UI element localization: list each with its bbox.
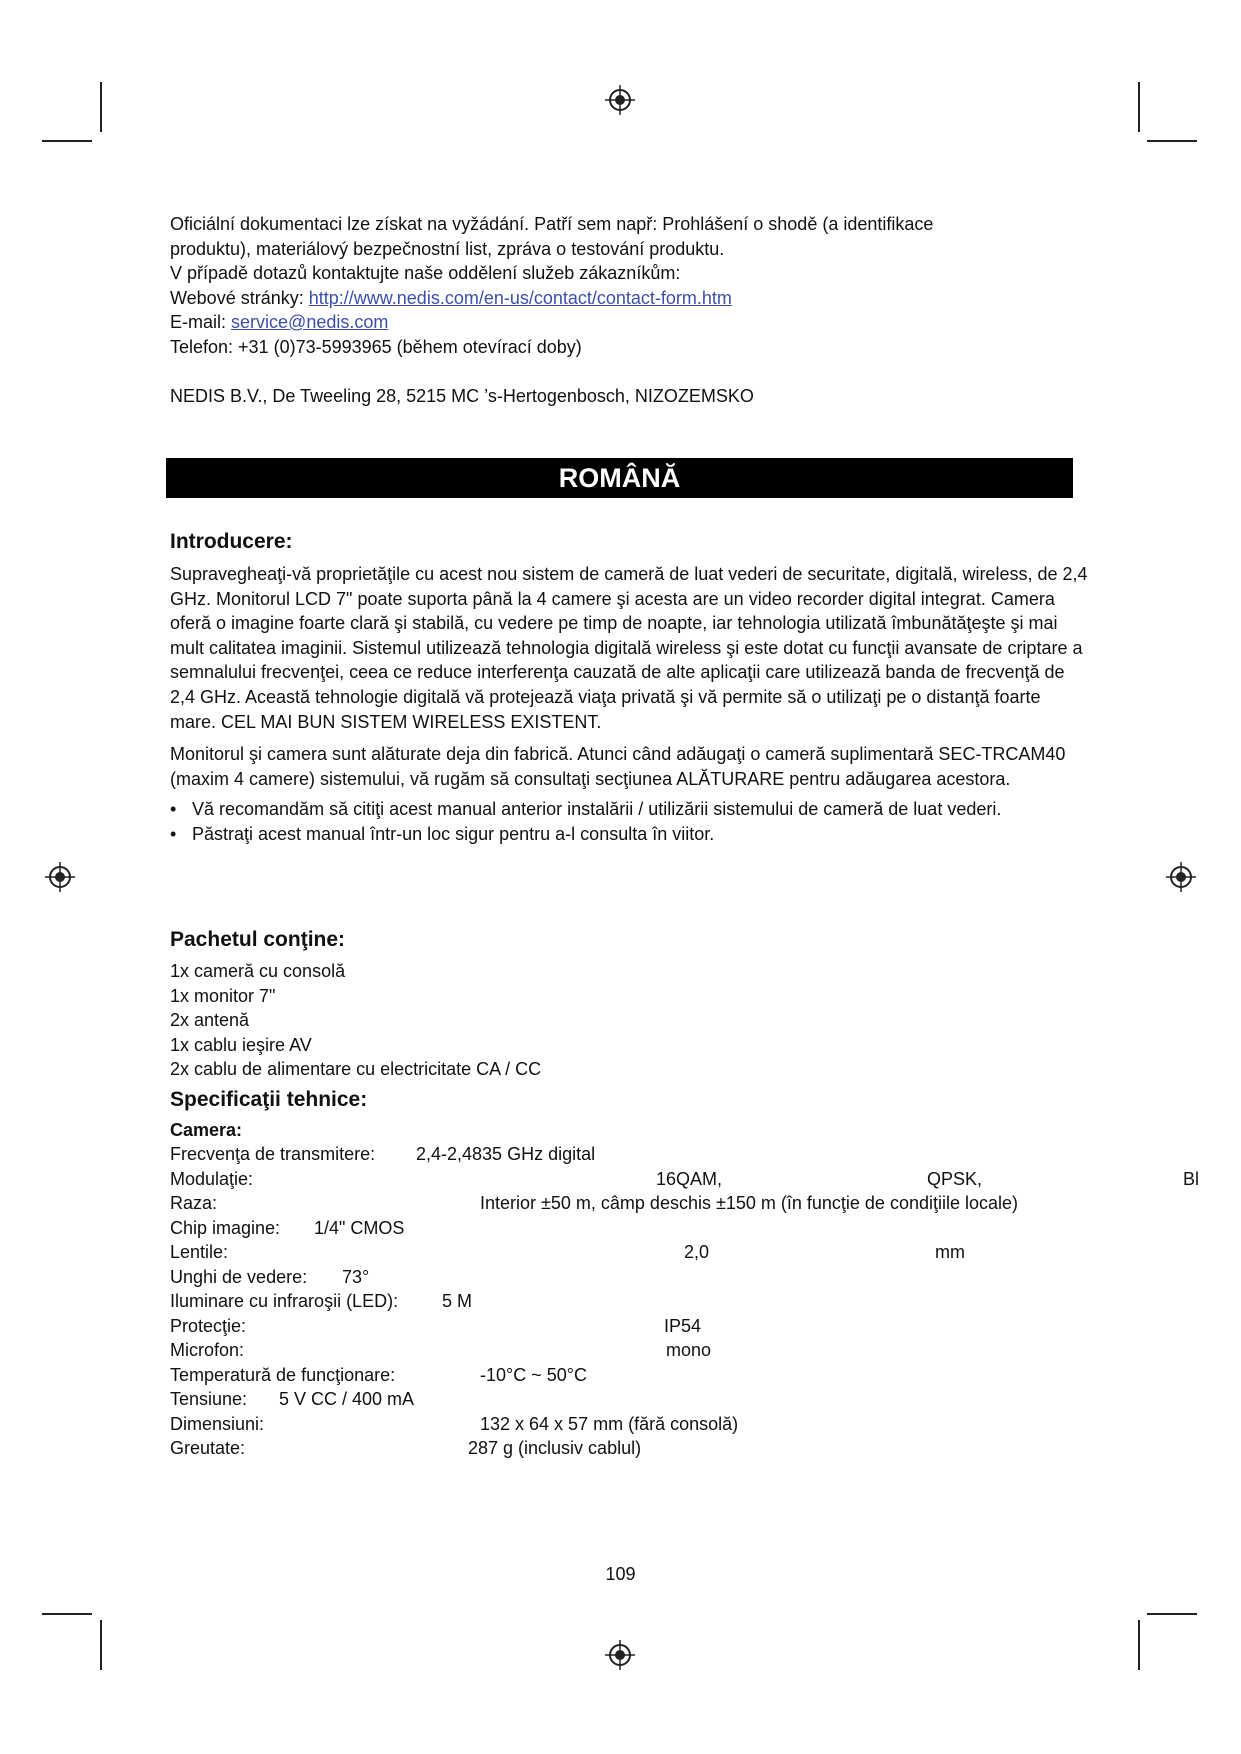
crop-mark (1138, 1620, 1140, 1670)
email-link[interactable]: service@nedis.com (231, 312, 389, 332)
crop-mark (42, 140, 92, 142)
specs-heading: Specificaţii tehnice: (170, 1088, 368, 1111)
spec-label: Dimensiuni: (170, 1414, 265, 1434)
crop-mark (1147, 1613, 1197, 1615)
spec-value: mm (935, 1242, 965, 1262)
spec-value: 73° (342, 1267, 370, 1287)
language-banner: ROMÂNĂ (166, 458, 1073, 498)
phone-line: Telefon: +31 (0)73-5993965 (během otevírací doby) (170, 337, 582, 357)
registration-mark-icon (1166, 862, 1196, 892)
list-item (170, 797, 1090, 822)
registration-mark-icon (605, 1640, 635, 1670)
specs-subheading: Camera: (170, 1120, 243, 1140)
list-item (170, 822, 1090, 847)
spec-value: IP54 (664, 1316, 702, 1336)
intro-section (170, 562, 1090, 847)
intro-heading: Introducere: (170, 530, 293, 553)
spec-label: Modulaţie: (170, 1169, 254, 1189)
contact-line: Oficiální dokumentaci lze získat na vyžádání. Patří sem např: Prohlášení o shodě (a identifikace (170, 214, 934, 234)
spec-label: Chip imagine: (170, 1218, 281, 1238)
spec-label: Greutate: (170, 1438, 246, 1458)
package-item: 2x antenă (170, 1010, 250, 1030)
package-item: 2x cablu de alimentare cu electricitate CA / CC (170, 1059, 542, 1079)
spec-value: 287 g (inclusiv cablul) (468, 1438, 642, 1458)
crop-mark (100, 1620, 102, 1670)
package-heading: Pachetul conţine: (170, 928, 346, 951)
spec-value: 2,0 (684, 1242, 710, 1262)
website-link[interactable]: http://www.nedis.com/en-us/contact/contact-form.htm (308, 288, 732, 308)
website-label: Webové stránky: (170, 288, 304, 308)
email-label: E-mail: (170, 312, 227, 332)
spec-value: 132 x 64 x 57 mm (fără consolă) (480, 1414, 739, 1434)
spec-label: Temperatură de funcţionare: (170, 1365, 396, 1385)
registration-mark-icon (605, 85, 635, 115)
spec-value: 16QAM, (656, 1169, 723, 1189)
spec-value: Bl (1183, 1169, 1200, 1189)
spec-value: Interior ±50 m, câmp deschis ±150 m (în funcţie de condiţiile locale) (480, 1193, 1019, 1213)
page-number: 109 (605, 1564, 636, 1584)
intro-paragraph: Supravegheaţi-vă proprietăţile cu acest nou sistem de cameră de luat vederi de securitate, digitală, wireless, de 2,4 GHz. Monitorul LCD 7" poate suporta până la 4 camere şi acesta are un video recorder digital integrat. Camera oferă o imagine foarte clară şi stabilă, cu vedere pe timp de noapte, iar tehnologia utilizată îmbunătăţeşte şi mai mult calitatea imaginii. Sistemul utilizează tehnologia digitală wireless şi este dotat cu funcţii avansate de criptare a semnalului frecvenţei, ceea ce reduce interferenţa cauzată de alte aplicaţii care utilizează banda de frecvenţă de 2,4 GHz. Această tehnologie digitală vă protejează viaţa privată şi vă permite să o utilizaţi pe o distanţă foarte mare. CEL MAI BUN SISTEM WIRELESS EXISTENT. (170, 564, 1088, 732)
spec-value: mono (666, 1340, 712, 1360)
registration-mark-icon (45, 862, 75, 892)
crop-mark (1147, 140, 1197, 142)
website-line (170, 286, 732, 311)
crop-mark (100, 82, 102, 132)
spec-label: Frecvenţa de transmitere: (170, 1144, 376, 1164)
spec-label: Tensiune: (170, 1389, 248, 1409)
package-item: 1x cablu ieşire AV (170, 1035, 312, 1055)
package-item: 1x monitor 7" (170, 986, 276, 1006)
contact-line: V případě dotazů kontaktujte naše oddělení služeb zákazníkům: (170, 263, 681, 283)
list-item-text: Vă recomandăm să citiţi acest manual anterior instalării / utilizării sistemului de cameră de luat vederi. (192, 799, 1002, 820)
company-address: NEDIS B.V., De Tweeling 28, 5215 MC ’s-Hertogenbosch, NIZOZEMSKO (170, 386, 754, 406)
bullet-icon: • (170, 823, 177, 844)
spec-label: Iluminare cu infraroşii (LED): (170, 1291, 399, 1311)
intro-paragraph: Monitorul şi camera sunt alăturate deja din fabrică. Atunci când adăugaţi o cameră suplimentară SEC-TRCAM40 (maxim 4 camere) sistemului, vă rugăm să consultaţi secţiunea ALĂTURARE pentru adăugarea acestora. (170, 744, 1066, 789)
spec-value: 1/4" CMOS (314, 1218, 405, 1238)
spec-label: Unghi de vedere: (170, 1267, 308, 1287)
package-item: 1x cameră cu consolă (170, 961, 346, 981)
crop-mark (42, 1613, 92, 1615)
bullet-icon: • (170, 799, 177, 820)
spec-value: 5 M (442, 1291, 473, 1311)
spec-value: QPSK, (927, 1169, 983, 1189)
spec-label: Protecţie: (170, 1316, 247, 1336)
list-item-text: Păstraţi acest manual într-un loc sigur pentru a-l consulta în viitor. (192, 823, 715, 844)
spec-label: Microfon: (170, 1340, 245, 1360)
spec-value: 2,4-2,4835 GHz digital (416, 1144, 596, 1164)
spec-value: -10°C ~ 50°C (480, 1365, 587, 1385)
contact-line: produktu), materiálový bezpečnostní list, zpráva o testování produktu. (170, 239, 725, 259)
spec-value: 5 V CC / 400 mA (279, 1389, 415, 1409)
spec-label: Raza: (170, 1193, 218, 1213)
crop-mark (1138, 82, 1140, 132)
email-line (170, 310, 388, 335)
spec-label: Lentile: (170, 1242, 229, 1262)
